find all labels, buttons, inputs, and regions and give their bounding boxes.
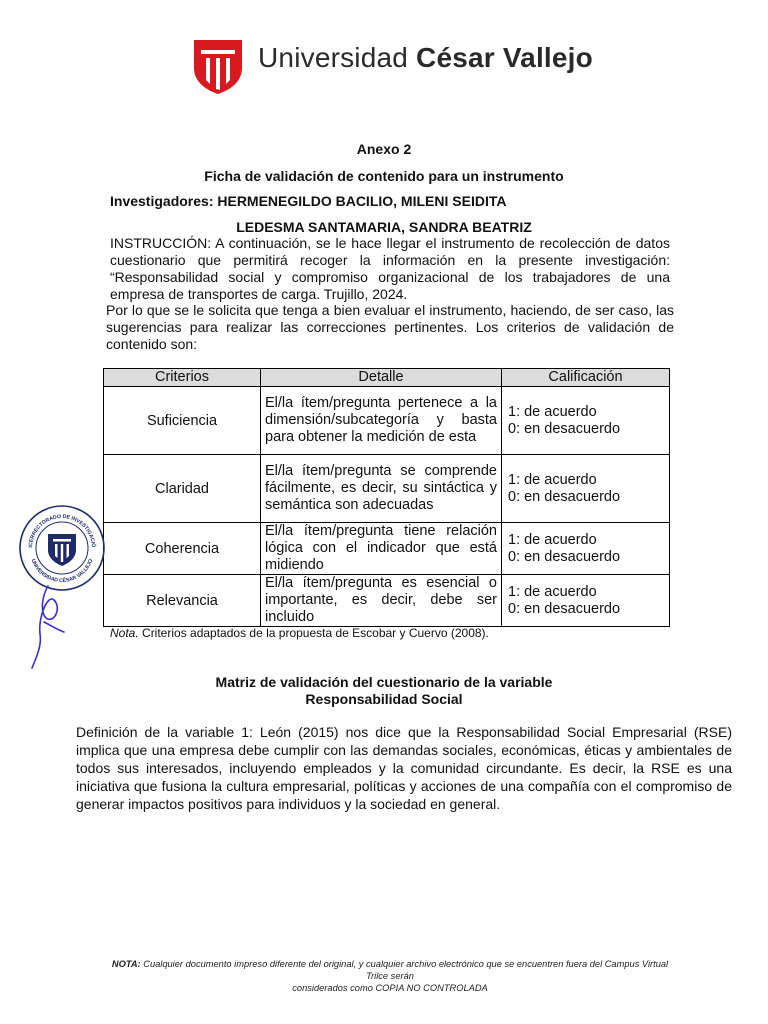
header-score: Calificación: [502, 369, 670, 387]
institution-seal: [18, 490, 106, 670]
detail-cell: El/la ítem/pregunta tiene relación lógica con el indicador que está midiendo: [261, 523, 502, 575]
seal-stamp-icon: [18, 490, 106, 670]
table-row: [104, 455, 670, 523]
criterion-cell: Coherencia: [104, 523, 261, 575]
researchers-line-2: LEDESMA SANTAMARIA, SANDRA BEATRIZ: [236, 219, 532, 235]
matrix-title-line-1: Matriz de validación del cuestionario de la variable: [215, 674, 553, 690]
criterion-cell: Suficiencia: [104, 387, 261, 455]
header-criteria: Criterios: [104, 369, 261, 387]
score-cell: 1: de acuerdo 0: en desacuerdo: [502, 575, 670, 627]
detail-cell: El/la ítem/pregunta es esencial o importante, es decir, debe ser incluido: [261, 575, 502, 627]
footer-note: NOTA: Cualquier documento impreso diferente del original, y cualquier archivo electrónico que se encuentren fuera del Campus Virtual Trilce serán considerados como COPIA NO CONTROLADA: [111, 959, 669, 993]
annex-title: Anexo 2: [356, 141, 412, 157]
table-note: Nota. Criterios adaptados de la propuesta de Escobar y Cuervo (2008).: [110, 626, 489, 640]
score-cell: 1: de acuerdo 0: en desacuerdo: [502, 387, 670, 455]
university-logo: [192, 38, 612, 96]
table-row: [104, 575, 670, 627]
criterion-cell: Claridad: [104, 455, 261, 523]
score-cell: 1: de acuerdo 0: en desacuerdo: [502, 523, 670, 575]
seal-top-text: ICERRECTORADO DE INVESTIGACIÓ: [27, 513, 97, 548]
criteria-header-row: [104, 369, 670, 387]
instruction-paragraph: INSTRUCCIÓN: A continuación, se le hace llegar el instrumento de recolección de datos cuestionario que permitirá recoger la información en la presente investigación: “Responsabilidad social y compromiso organizacional de los trabajadores de una empresa de transportes de carga. Trujillo, 2024.: [110, 235, 670, 302]
ucv-shield-icon: [192, 38, 244, 96]
table-row: [104, 523, 670, 575]
criterion-cell: Relevancia: [104, 575, 261, 627]
score-cell: 1: de acuerdo 0: en desacuerdo: [502, 455, 670, 523]
seal-bottom-text: UNIVERSIDAD CÉSAR VALLEJO: [29, 558, 95, 585]
variable-definition: Definición de la variable 1: León (2015) nos dice que la Responsabilidad Social Empresarial (RSE) implica que una empresa debe cumplir con las demandas sociales, económicas, éticas y ambientales de todos sus interesados, incluyendo empleados y la comunidad circundante. Es decir, la RSE es una iniciativa que fusiona la cultura empresarial, políticas y acciones de una compañía con el compromiso de generar impactos positivos para individuos y la sociedad en general.: [76, 724, 732, 812]
table-row: [104, 387, 670, 455]
detail-cell: El/la ítem/pregunta se comprende fácilmente, es decir, su sintáctica y semántica son adecuadas: [261, 455, 502, 523]
detail-cell: El/la ítem/pregunta pertenece a la dimensión/subcategoría y basta para obtener la medición de esta: [261, 387, 502, 455]
annex-subtitle: Ficha de validación de contenido para un instrumento: [204, 168, 564, 184]
researchers-line-1: Investigadores: HERMENEGILDO BACILIO, MILENI SEIDITA: [110, 193, 507, 209]
request-paragraph: Por lo que se le solicita que tenga a bien evaluar el instrumento, haciendo, de ser caso, las sugerencias para realizar las correcciones pertinentes. Los criterios de validación de contenido son:: [106, 302, 674, 352]
criteria-table: [103, 368, 670, 627]
university-name: Universidad César Vallejo: [258, 42, 593, 73]
header-detail: Detalle: [261, 369, 502, 387]
matrix-title-line-2: Responsabilidad Social: [305, 691, 463, 707]
